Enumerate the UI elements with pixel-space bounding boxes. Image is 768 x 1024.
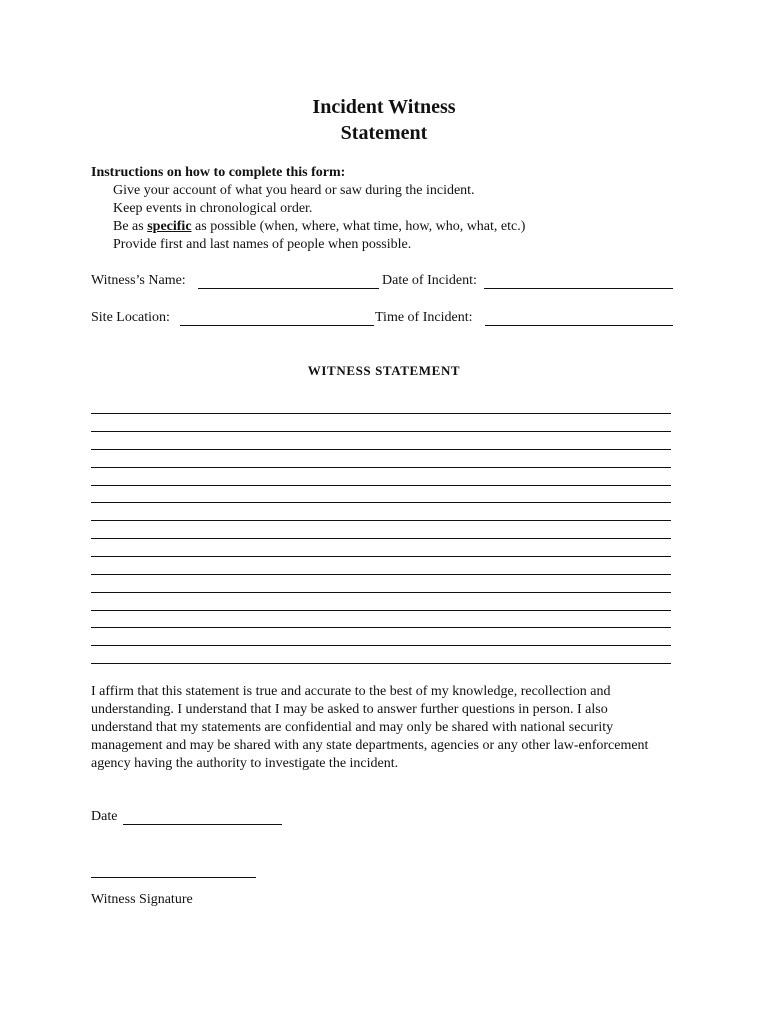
- witness-name-label: Witness’s Name:: [91, 273, 186, 288]
- time-of-incident-label: Time of Incident:: [375, 310, 473, 325]
- site-location-field[interactable]: [180, 325, 374, 326]
- statement-line[interactable]: [91, 520, 671, 521]
- signature-line[interactable]: [91, 877, 256, 878]
- statement-line[interactable]: [91, 449, 671, 450]
- time-of-incident-field[interactable]: [485, 325, 673, 326]
- instruction-emphasis: specific: [147, 219, 192, 234]
- instruction-text: Be as: [113, 219, 148, 234]
- date-label: Date: [91, 809, 118, 824]
- instruction-item: Give your account of what you heard or saw during the incident.: [113, 183, 475, 198]
- statement-line[interactable]: [91, 574, 671, 575]
- statement-line[interactable]: [91, 610, 671, 611]
- statement-line[interactable]: [91, 663, 671, 664]
- date-of-incident-field[interactable]: [484, 288, 673, 289]
- statement-line[interactable]: [91, 413, 671, 414]
- statement-line[interactable]: [91, 467, 671, 468]
- statement-line[interactable]: [91, 592, 671, 593]
- instructions-heading: Instructions on how to complete this form:: [91, 165, 346, 180]
- statement-line[interactable]: [91, 556, 671, 557]
- document-title-line-2: Statement: [340, 122, 428, 144]
- instruction-item-specific: [113, 218, 525, 236]
- statement-line[interactable]: [91, 627, 671, 628]
- witness-statement-heading: WITNESS STATEMENT: [307, 363, 461, 378]
- date-of-incident-label: Date of Incident:: [382, 273, 477, 288]
- instruction-item: Provide first and last names of people when possible.: [113, 237, 412, 252]
- witness-name-field[interactable]: [198, 288, 379, 289]
- document-title-line-1: Incident Witness: [312, 96, 456, 118]
- statement-line[interactable]: [91, 645, 671, 646]
- date-field[interactable]: [123, 824, 282, 825]
- witness-signature-label: Witness Signature: [91, 892, 193, 907]
- instruction-text: as possible (when, where, what time, how, who, what, etc.): [191, 219, 526, 234]
- statement-line[interactable]: [91, 431, 671, 432]
- statement-line[interactable]: [91, 538, 671, 539]
- statement-line[interactable]: [91, 502, 671, 503]
- statement-line[interactable]: [91, 485, 671, 486]
- affirmation-paragraph: I affirm that this statement is true and accurate to the best of my knowledge, recollection and understanding. I understand that I may be asked to answer further questions in person. I also understand that my statements are confidential and may only be shared with national security management and may be shared with any state departments, agencies or any other law-enforcement agency having the authority to investigate the incident.: [91, 684, 649, 771]
- instruction-item: Keep events in chronological order.: [113, 201, 313, 216]
- site-location-label: Site Location:: [91, 310, 170, 325]
